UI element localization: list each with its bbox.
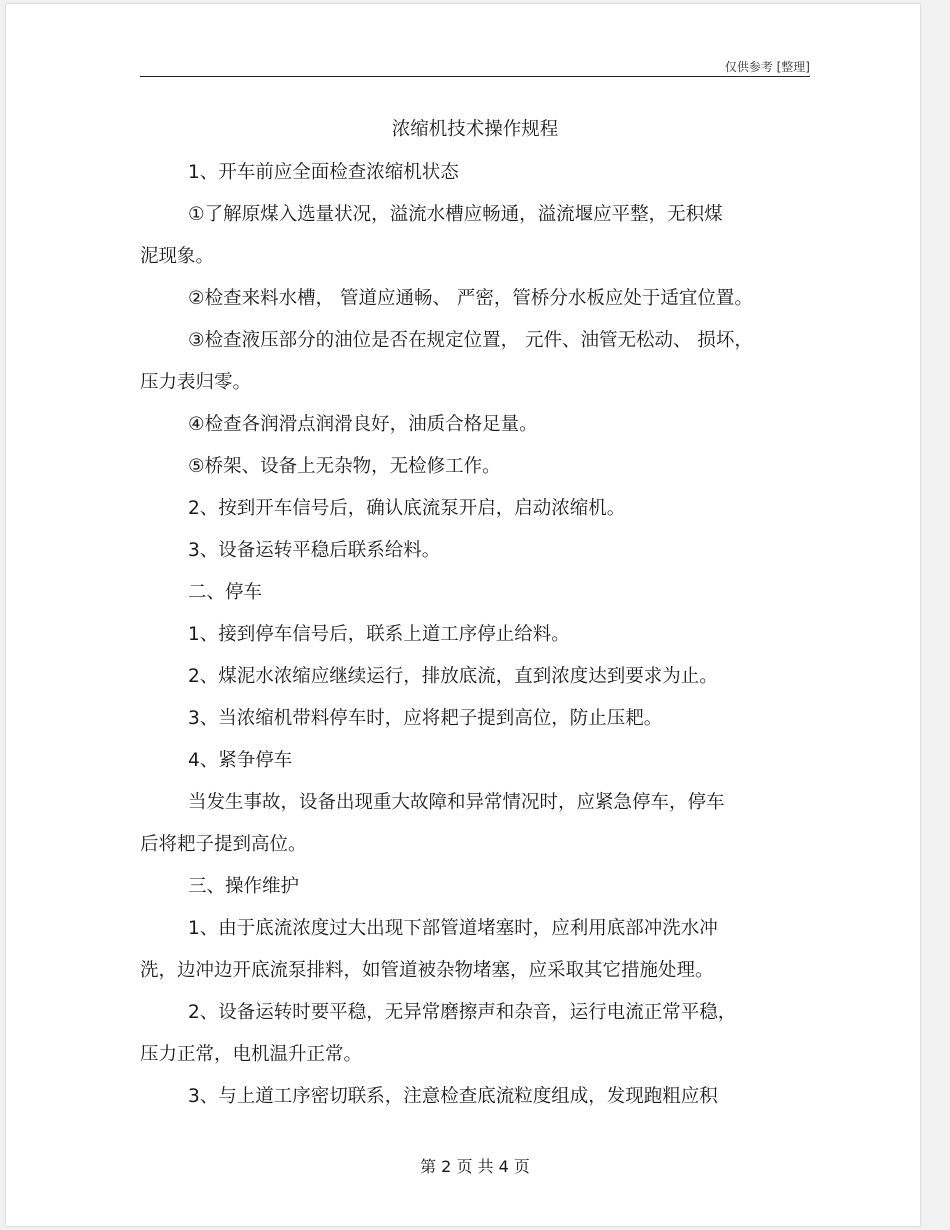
page-header: 仅供参考 [整理] <box>724 60 810 74</box>
paragraph-line: 2、按到开车信号后，确认底流泵开启，启动浓缩机。 <box>188 498 626 519</box>
paragraph-line: 当发生事故，设备出现重大故障和异常情况时，应紧急停车，停车 <box>188 792 725 813</box>
paragraph-line: 泥现象。 <box>140 246 215 267</box>
paragraph-line: 压力表归零。 <box>140 372 252 393</box>
paragraph <box>140 740 812 782</box>
paragraph-line: 3、与上道工序密切联系，注意检查底流粒度组成，发现跑粗应积 <box>188 1086 718 1107</box>
paragraph-line: 后将耙子提到高位。 <box>140 834 307 855</box>
paragraph <box>140 1076 812 1118</box>
paragraph-line: ①了解原煤入选量状况，溢流水槽应畅通，溢流堰应平整，无积煤 <box>188 204 723 225</box>
paragraph-line: 4、紧争停车 <box>188 750 293 771</box>
paragraph-line: 三、操作维护 <box>188 876 300 897</box>
paragraph <box>140 530 812 572</box>
page-footer: 第 2 页 共 4 页 <box>420 1157 530 1176</box>
paragraph <box>140 656 812 698</box>
paragraph <box>140 404 812 446</box>
paragraph <box>140 488 812 530</box>
paragraph <box>140 992 812 1076</box>
paragraph <box>140 152 812 194</box>
paragraph-line: 3、当浓缩机带料停车时，应将耙子提到高位，防止压耙。 <box>188 708 663 729</box>
paragraph <box>140 698 812 740</box>
paragraph <box>140 782 812 866</box>
paragraph <box>140 194 812 278</box>
paragraph <box>140 866 812 908</box>
paragraph-line: ②检查来料水槽， 管道应通畅、 严密，管桥分水板应处于适宜位置。 <box>188 288 753 309</box>
paragraph-line: 二、停车 <box>188 582 263 603</box>
header-divider <box>140 76 810 77</box>
paragraph <box>140 908 812 992</box>
paragraph <box>140 446 812 488</box>
paragraph-line: 1、开车前应全面检查浓缩机状态 <box>188 162 459 183</box>
paragraph-line: 2、设备运转时要平稳，无异常磨擦声和杂音，运行电流正常平稳， <box>188 1002 737 1023</box>
paragraph <box>140 572 812 614</box>
paragraph-line: 2、煤泥水浓缩应继续运行，排放底流，直到浓度达到要求为止。 <box>188 666 718 687</box>
document-title: 浓缩机技术操作规程 <box>391 119 559 140</box>
paragraph-line: ④检查各润滑点润滑良好，油质合格足量。 <box>188 414 538 435</box>
paragraph <box>140 614 812 656</box>
paragraph-line: 3、设备运转平稳后联系给料。 <box>188 540 441 561</box>
paragraph-line: 1、接到停车信号后，联系上道工序停止给料。 <box>188 624 570 645</box>
paragraph-line: 压力正常，电机温升正常。 <box>140 1044 363 1065</box>
paragraph-line: 1、由于底流浓度过大出现下部管道堵塞时，应利用底部冲洗水冲 <box>188 918 718 939</box>
paragraph-line: 洗，边冲边开底流泵排料，如管道被杂物堵塞，应采取其它措施处理。 <box>140 960 714 981</box>
paragraph-line: ⑤桥架、设备上无杂物，无检修工作。 <box>188 456 501 477</box>
paragraph-line: ③检查液压部分的油位是否在规定位置， 元件、油管无松动、 损坏， <box>188 330 753 351</box>
paragraph <box>140 320 812 404</box>
paragraph <box>140 278 812 320</box>
